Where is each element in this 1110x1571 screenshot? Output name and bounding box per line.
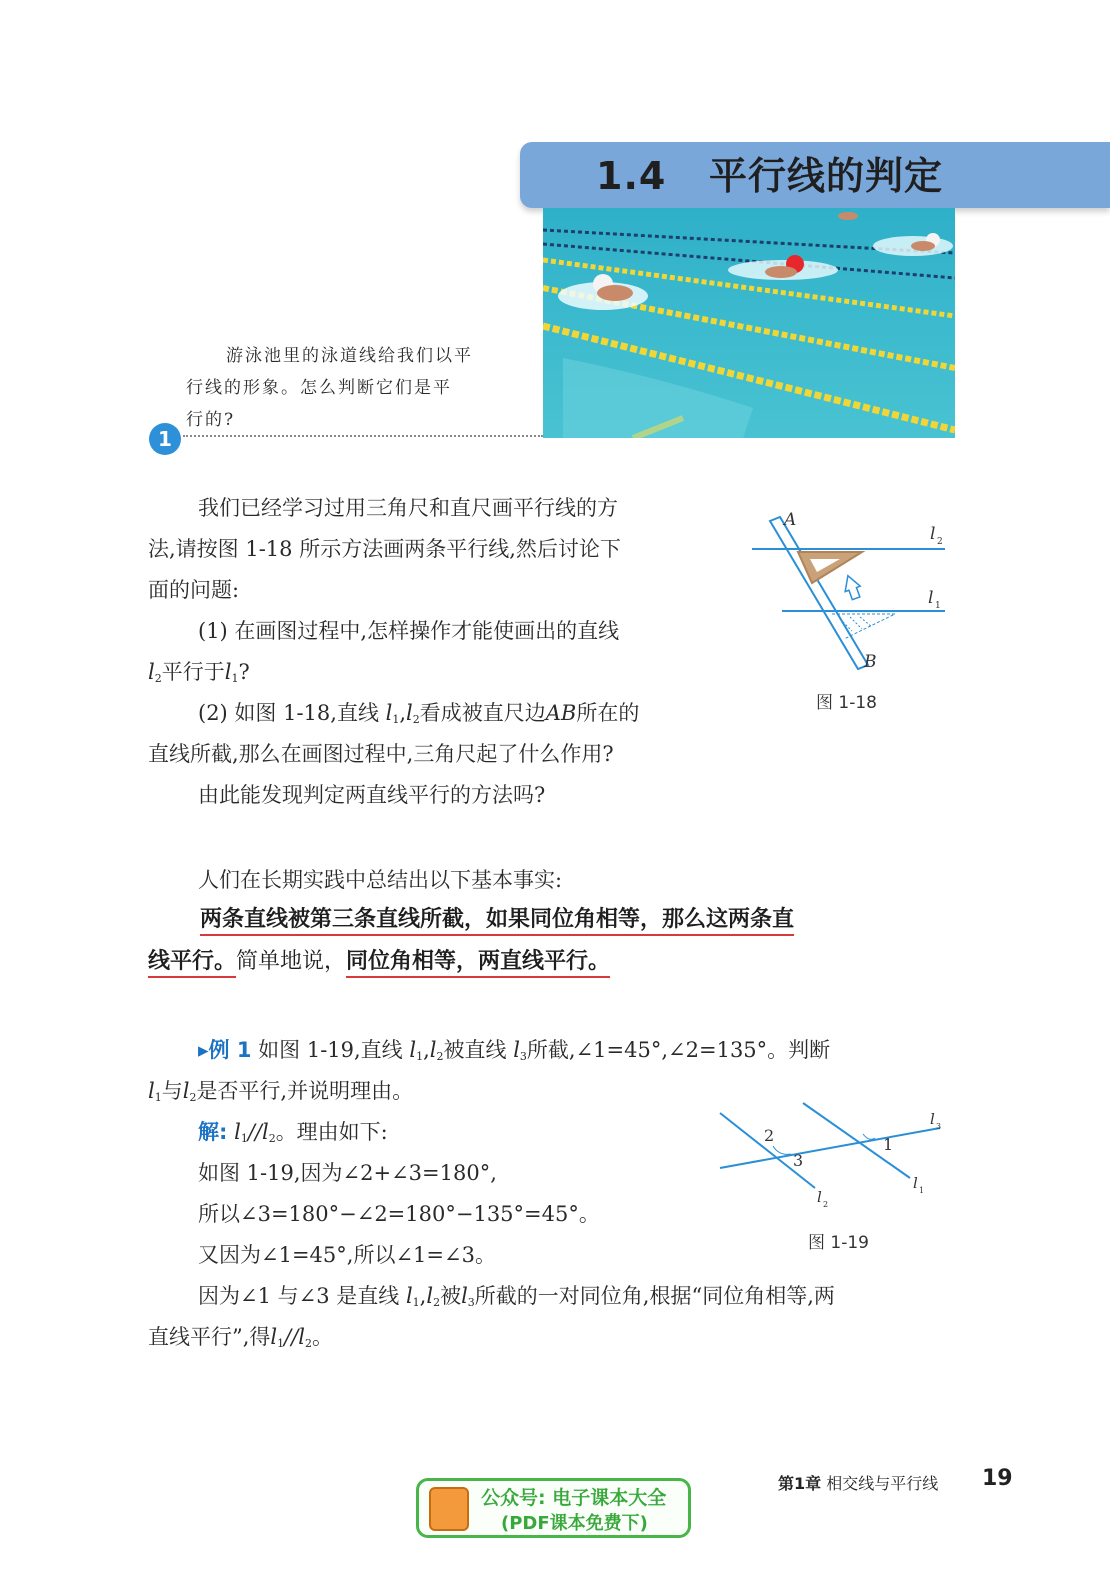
text: 被 — [440, 1284, 462, 1308]
label-l1-sub: 1 — [919, 1186, 925, 1195]
text: 看成被直尺边 — [419, 701, 546, 725]
label-b: B — [864, 652, 877, 672]
text: ? — [238, 660, 250, 684]
example-1-line-1: ▸例 1 如图 1-19,直线 $l_1,l_2$被直线 $l_3$所截,∠1=45°,∠2=135°。判断 — [198, 1038, 831, 1063]
figure-1-19 — [715, 1098, 960, 1213]
question-2-line-1: (2) 如图 1-18,直线 $l_1,l_2$看成被直尺边AB所在的 — [198, 701, 640, 726]
fact-intro: 人们在长期实践中总结出以下基本事实: — [198, 868, 563, 892]
section-title — [596, 150, 943, 202]
var-l: l — [426, 1284, 434, 1308]
solution-step-4-line-1: 因为∠1 与∠3 是直线 $l_1,l_2$被$l_3$所截的一对同位角,根据“同位角相等,两 — [198, 1284, 835, 1309]
angle-3-arc — [773, 1146, 791, 1154]
line-l3 — [720, 1128, 940, 1168]
intro-caption — [186, 340, 516, 436]
figure-1-19-caption: 图 1-19 — [808, 1233, 869, 1253]
section-badge: 1 — [149, 423, 181, 455]
section-number: 1.4 — [596, 154, 667, 198]
solution-step-2: 所以∠3=180°−∠2=180°−135°=45°。 — [198, 1202, 600, 1226]
text: (2) 如图 1-18,直线 — [198, 701, 386, 725]
var-l: l — [234, 1120, 241, 1144]
subscript: 1 — [240, 1132, 248, 1145]
subscript: 1 — [277, 1337, 285, 1350]
label-l3: l — [930, 1110, 935, 1128]
subscript: 2 — [305, 1337, 313, 1350]
fact-bold-line-2 — [148, 940, 610, 984]
text: 如图 1-19,直线 — [258, 1038, 410, 1062]
text: 与 — [161, 1079, 183, 1103]
text: 是否平行,并说明理由。 — [196, 1079, 414, 1103]
question-2-line-2: 直线所截,那么在画图过程中,三角尺起了什么作用? — [148, 742, 614, 766]
figure-1-18-caption: 图 1-18 — [816, 693, 877, 713]
subscript: 2 — [412, 713, 420, 726]
para1-line-2: 法,请按图 1-18 所示方法画两条平行线,然后讨论下 — [148, 537, 621, 561]
question-1-line-2 — [148, 652, 250, 699]
text: 所在的 — [576, 701, 640, 725]
angle-1-label: 1 — [883, 1135, 894, 1154]
fact-summary: 同位角相等，两直线平行。 — [346, 949, 610, 978]
dotted-divider — [183, 435, 543, 437]
label-l2: l — [930, 524, 936, 544]
var-l: l — [270, 1325, 278, 1349]
text: 所截,∠1=45°,∠2=135°。判断 — [526, 1038, 831, 1062]
fact-bold-line-1 — [200, 898, 794, 942]
question-3: 由此能发现判定两直线平行的方法吗? — [198, 783, 546, 807]
solution-step-1: 如图 1-19,因为∠2+∠3=180°, — [198, 1161, 497, 1185]
section-title-text: 平行线的判定 — [709, 154, 944, 198]
solution-step-4-line-2 — [148, 1317, 333, 1364]
angle-2-label: 2 — [764, 1126, 775, 1145]
angle-3-label: 3 — [793, 1151, 804, 1170]
label-l2-sub: 2 — [823, 1200, 829, 1209]
angle-1-arc — [863, 1134, 875, 1139]
label-l1-sub: 1 — [935, 601, 941, 611]
fact-statement-part-1: 两条直线被第三条直线所截，如果同位角相等，那么这两条直 — [200, 907, 794, 936]
text: 。 — [312, 1325, 334, 1349]
intro-line-3: 行的? — [186, 410, 236, 430]
var-ab: AB — [545, 701, 577, 725]
var-l: l — [148, 660, 155, 684]
label-a: A — [784, 510, 797, 530]
subscript: 2 — [436, 1050, 444, 1063]
parallel-symbol: // — [284, 1325, 299, 1349]
subscript: 1 — [231, 672, 239, 685]
watermark-stamp — [416, 1478, 691, 1538]
footer-chapter — [778, 1471, 938, 1494]
label-l3-sub: 3 — [936, 1122, 942, 1131]
label-l1: l — [913, 1174, 918, 1192]
text: 平行于 — [161, 660, 225, 684]
text: 被直线 — [443, 1038, 514, 1062]
parallel-symbol: // — [247, 1120, 262, 1144]
question-1-line-1: (1) 在画图过程中,怎样操作才能使画出的直线 — [198, 619, 620, 643]
subscript: 2 — [433, 1296, 441, 1309]
subscript: 1 — [416, 1050, 424, 1063]
solution-header — [198, 1112, 388, 1159]
subscript: 3 — [467, 1296, 475, 1309]
var-l: l — [429, 1038, 437, 1062]
var-l: l — [409, 1038, 417, 1062]
label-l2: l — [817, 1188, 822, 1206]
arrow-icon — [840, 573, 863, 601]
var-l: l — [261, 1120, 269, 1144]
solution-step-3: 又因为∠1=45°,所以∠1=∠3。 — [198, 1243, 496, 1267]
line-l1 — [803, 1103, 910, 1178]
subscript: 2 — [154, 672, 162, 685]
solution-label: 解: — [198, 1120, 228, 1144]
text: 。理由如下: — [275, 1120, 388, 1144]
text: 直线平行”,得 — [148, 1325, 271, 1349]
subscript: 3 — [519, 1050, 527, 1063]
set-square — [798, 552, 862, 583]
var-l: l — [298, 1325, 306, 1349]
figure-1-18 — [740, 505, 960, 680]
var-l: l — [461, 1284, 468, 1308]
stamp-line-2: (PDF课本免费下) — [501, 1513, 648, 1534]
text: 所截的一对同位角,根据“同位角相等,两 — [474, 1284, 835, 1308]
intro-line-1: 游泳池里的泳道线给我们以平 — [226, 346, 473, 366]
chapter-number: 第1章 — [778, 1474, 822, 1493]
book-icon — [429, 1487, 469, 1531]
subscript: 2 — [189, 1091, 197, 1104]
stamp-line-1: 公众号: 电子课本大全 — [481, 1487, 667, 1509]
var-l: l — [224, 660, 232, 684]
label-l2-sub: 2 — [937, 537, 943, 547]
subscript: 2 — [268, 1132, 276, 1145]
var-l: l — [182, 1079, 190, 1103]
swimming-pool-photo — [543, 208, 955, 438]
example-1-line-2 — [148, 1071, 413, 1118]
page-number: 19 — [982, 1466, 1013, 1491]
subscript: 1 — [392, 713, 400, 726]
para1-line-1: 我们已经学习过用三角尺和直尺画平行线的方 — [198, 496, 618, 520]
label-l1: l — [928, 588, 934, 608]
text: 因为∠1 与∠3 是直线 — [198, 1284, 406, 1308]
chapter-title: 相交线与平行线 — [826, 1474, 939, 1493]
var-l: l — [405, 1284, 413, 1308]
subscript: 1 — [154, 1091, 162, 1104]
subscript: 1 — [412, 1296, 420, 1309]
intro-line-2: 行线的形象。怎么判断它们是平 — [186, 378, 452, 398]
var-l: l — [148, 1079, 155, 1103]
var-l: l — [513, 1038, 520, 1062]
fact-statement-part-2: 线平行。 — [148, 949, 236, 978]
para1-line-3: 面的问题: — [148, 578, 240, 602]
var-l: l — [406, 701, 413, 725]
example-label: ▸例 1 — [198, 1038, 252, 1062]
dashed-set-square — [832, 614, 895, 639]
var-l: l — [385, 701, 393, 725]
fact-summary-lead: 简单地说， — [236, 949, 347, 974]
